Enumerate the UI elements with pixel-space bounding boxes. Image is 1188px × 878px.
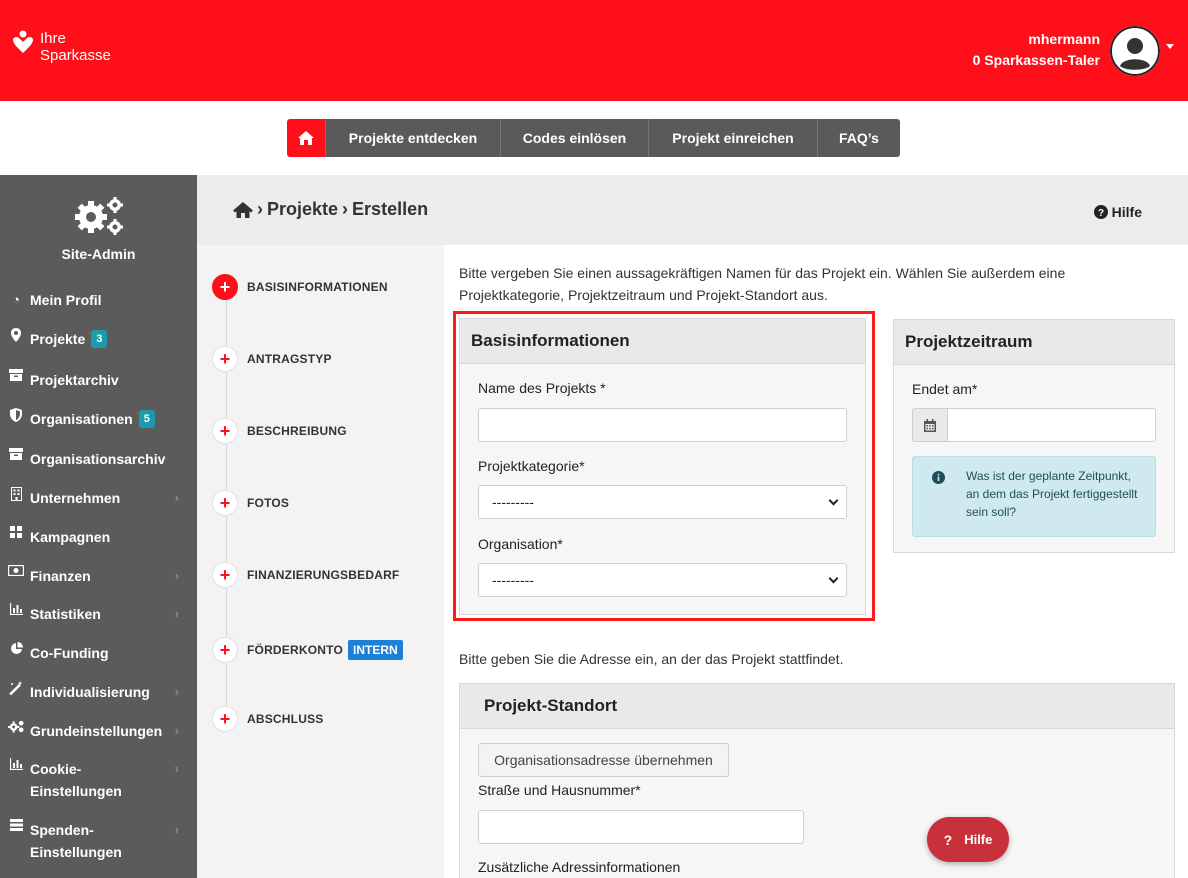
intro-text: Bitte vergeben Sie einen aussagekräftigen Namen für das Projekt ein. Wählen Sie außerdem eine Projektkategorie, Projektzeitraum und Projekt-Standort aus.	[459, 265, 1066, 303]
sidebar-item-spenden-einstellungen[interactable]	[0, 819, 197, 863]
sidebar-item-label: Organisationen	[30, 411, 133, 427]
archive-icon	[8, 369, 24, 381]
project-name-label: Name des Projekts *	[478, 380, 606, 396]
sidebar-item-kampagnen[interactable]	[0, 526, 110, 548]
breadcrumb-separator-icon: ›	[257, 199, 263, 219]
info-text: Was ist der geplante Zeitpunkt, an dem das Projekt fertiggestellt sein soll?	[966, 469, 1138, 519]
sidebar-item-label: Einstellungen	[30, 844, 122, 860]
plus-icon: +	[212, 274, 238, 300]
wizard-steps	[197, 245, 444, 878]
extra-address-label: Zusätzliche Adressinformationen	[478, 859, 681, 875]
sidebar-item-label: Co-Funding	[30, 645, 109, 661]
sidebar-item-unternehmen[interactable]	[0, 487, 197, 509]
bar-chart-icon	[8, 758, 24, 770]
sidebar-item-projektarchiv[interactable]	[0, 369, 119, 391]
sidebar-item-label: Unternehmen	[30, 490, 121, 506]
sidebar-item-individualisierung[interactable]	[0, 681, 197, 703]
address-intro-text: Bitte geben Sie die Adresse ein, an der das Projekt stattfindet.	[459, 651, 844, 667]
end-date-input[interactable]	[947, 408, 1156, 442]
brand-line-1: Ihre	[40, 30, 66, 47]
step-label: FINANZIERUNGSBEDARF	[247, 568, 400, 582]
list-icon	[8, 819, 24, 831]
chevron-right-icon: ›	[174, 684, 179, 699]
site-admin-label: Site-Admin	[61, 246, 136, 262]
nav-faq[interactable]: FAQ’s	[817, 119, 900, 157]
step-label: ABSCHLUSS	[247, 712, 324, 726]
sidebar-item-organisationen[interactable]	[0, 408, 155, 430]
money-icon	[8, 565, 24, 576]
projekte-count-badge: 3	[91, 330, 107, 348]
sidebar-item-statistiken[interactable]	[0, 603, 197, 625]
gears-icon	[69, 193, 129, 237]
sparkasse-logo[interactable]	[12, 30, 111, 64]
step-label: FÖRDERKONTO	[247, 643, 343, 657]
category-label: Projektkategorie*	[478, 458, 585, 474]
user-info[interactable]	[973, 29, 1100, 71]
projektzeitraum-title: Projektzeitraum	[894, 320, 1174, 365]
chevron-right-icon: ›	[174, 568, 179, 583]
dashboard-icon: ◔	[12, 292, 20, 307]
chevron-right-icon: ›	[174, 490, 179, 505]
sidebar-item-organisationsarchiv[interactable]	[0, 448, 165, 470]
chevron-right-icon: ›	[174, 606, 179, 621]
nav-projekte-entdecken[interactable]: Projekte entdecken	[325, 119, 500, 157]
plus-icon: +	[212, 562, 238, 588]
step-fotos[interactable]	[212, 490, 289, 516]
help-label: Hilfe	[1111, 204, 1142, 220]
sidebar-item-label: Organisationsarchiv	[30, 451, 166, 467]
sidebar-item-label: Spenden-	[30, 822, 94, 838]
home-icon[interactable]	[233, 202, 253, 218]
help-fab-label: Hilfe	[964, 832, 993, 847]
street-input[interactable]	[478, 810, 804, 844]
step-label: BESCHREIBUNG	[247, 424, 347, 438]
brand-line-2: Sparkasse	[40, 47, 111, 64]
sidebar-item-label: Cookie-	[30, 761, 82, 777]
building-icon	[8, 487, 24, 501]
user-avatar-icon	[1110, 26, 1160, 76]
sidebar-item-label: Individualisierung	[30, 684, 150, 700]
sidebar-item-label: Projektarchiv	[30, 372, 119, 388]
sidebar-item-label: Grundeinstellungen	[30, 723, 163, 739]
plus-icon: +	[212, 637, 238, 663]
street-label: Straße und Hausnummer*	[478, 782, 641, 798]
sparkasse-logo-icon	[12, 30, 34, 54]
taler-balance: 0 Sparkassen-Taler	[972, 52, 1100, 68]
top-header	[0, 0, 1188, 101]
breadcrumb-projekte[interactable]: Projekte	[267, 199, 339, 219]
chevron-right-icon: ›	[174, 723, 179, 738]
step-beschreibung[interactable]	[212, 418, 347, 444]
home-button[interactable]	[287, 119, 325, 157]
category-select-value: ---------	[492, 494, 534, 510]
sidebar-item-mein-profil[interactable]	[0, 289, 102, 311]
grid-icon	[8, 526, 24, 538]
archive-icon	[8, 448, 24, 460]
plus-icon: +	[212, 346, 238, 372]
plus-icon: +	[212, 706, 238, 732]
organisation-select-value: ---------	[492, 572, 534, 588]
main-navigation	[287, 119, 900, 157]
projekt-standort-card	[459, 683, 1175, 878]
highlight-frame	[453, 311, 875, 621]
sidebar-item-label: Mein Profil	[30, 292, 102, 308]
map-pin-icon	[8, 328, 24, 342]
sidebar-item-label: Kampagnen	[30, 529, 111, 545]
admin-sidebar	[0, 175, 197, 878]
site-admin-block[interactable]	[0, 175, 197, 279]
sidebar-item-finanzen[interactable]	[0, 565, 197, 587]
sidebar-item-co-funding[interactable]	[0, 642, 109, 664]
sidebar-item-label: Statistiken	[30, 606, 101, 622]
step-finanzierungsbedarf[interactable]	[212, 562, 399, 588]
info-circle-icon	[932, 471, 945, 484]
step-label: BASISINFORMATIONEN	[247, 280, 388, 294]
help-fab-button[interactable]	[927, 817, 1009, 862]
calendar-icon	[924, 419, 936, 432]
plus-icon: +	[212, 490, 238, 516]
nav-codes-einloesen[interactable]: Codes einlösen	[500, 119, 648, 157]
basisinformationen-title: Basisinformationen	[460, 319, 865, 364]
chevron-right-icon: ›	[174, 822, 179, 837]
sidebar-item-label: Finanzen	[30, 568, 91, 584]
question-circle-icon	[1094, 205, 1108, 219]
chevron-right-icon: ›	[174, 761, 179, 776]
plus-icon: +	[212, 418, 238, 444]
nav-projekt-einreichen[interactable]: Projekt einreichen	[648, 119, 817, 157]
step-antragstyp[interactable]	[212, 346, 332, 372]
info-alert	[912, 456, 1156, 537]
home-icon	[297, 130, 315, 146]
pie-chart-icon	[8, 642, 24, 655]
svg-text:?: ?	[1097, 208, 1104, 219]
intern-badge: INTERN	[348, 640, 403, 660]
organisation-label: Organisation*	[478, 536, 563, 552]
shield-icon	[8, 408, 24, 422]
step-foerderkonto[interactable]	[212, 637, 403, 663]
breadcrumb-bar	[197, 175, 1188, 245]
breadcrumb-erstellen: Erstellen	[352, 199, 429, 219]
organisationen-count-badge: 5	[139, 410, 155, 428]
magic-wand-icon	[8, 681, 24, 695]
question-icon: ?	[943, 831, 953, 848]
username: mhermann	[1028, 31, 1100, 47]
step-abschluss[interactable]	[212, 706, 323, 732]
projekt-standort-title: Projekt-Standort	[460, 684, 1174, 729]
step-label: FOTOS	[247, 496, 290, 510]
breadcrumb	[233, 199, 428, 220]
sidebar-item-cookie-einstellungen[interactable]	[0, 758, 197, 802]
sidebar-item-projekte[interactable]	[0, 328, 107, 350]
step-basisinformationen[interactable]	[212, 274, 388, 300]
sidebar-item-label: Projekte	[30, 331, 86, 347]
use-organisation-address-button[interactable]: Organisationsadresse übernehmen	[478, 743, 729, 777]
bar-chart-icon	[8, 603, 24, 615]
calendar-button[interactable]	[912, 408, 948, 442]
sidebar-item-label: Einstellungen	[30, 783, 122, 799]
help-link[interactable]	[1094, 204, 1142, 220]
gears-icon	[8, 720, 24, 733]
chevron-down-icon[interactable]	[1166, 44, 1174, 49]
end-date-label: Endet am*	[912, 381, 978, 397]
avatar[interactable]	[1110, 26, 1160, 76]
sidebar-item-grundeinstellungen[interactable]	[0, 720, 197, 742]
breadcrumb-separator-icon: ›	[342, 199, 349, 219]
step-label: ANTRAGSTYP	[247, 352, 332, 366]
